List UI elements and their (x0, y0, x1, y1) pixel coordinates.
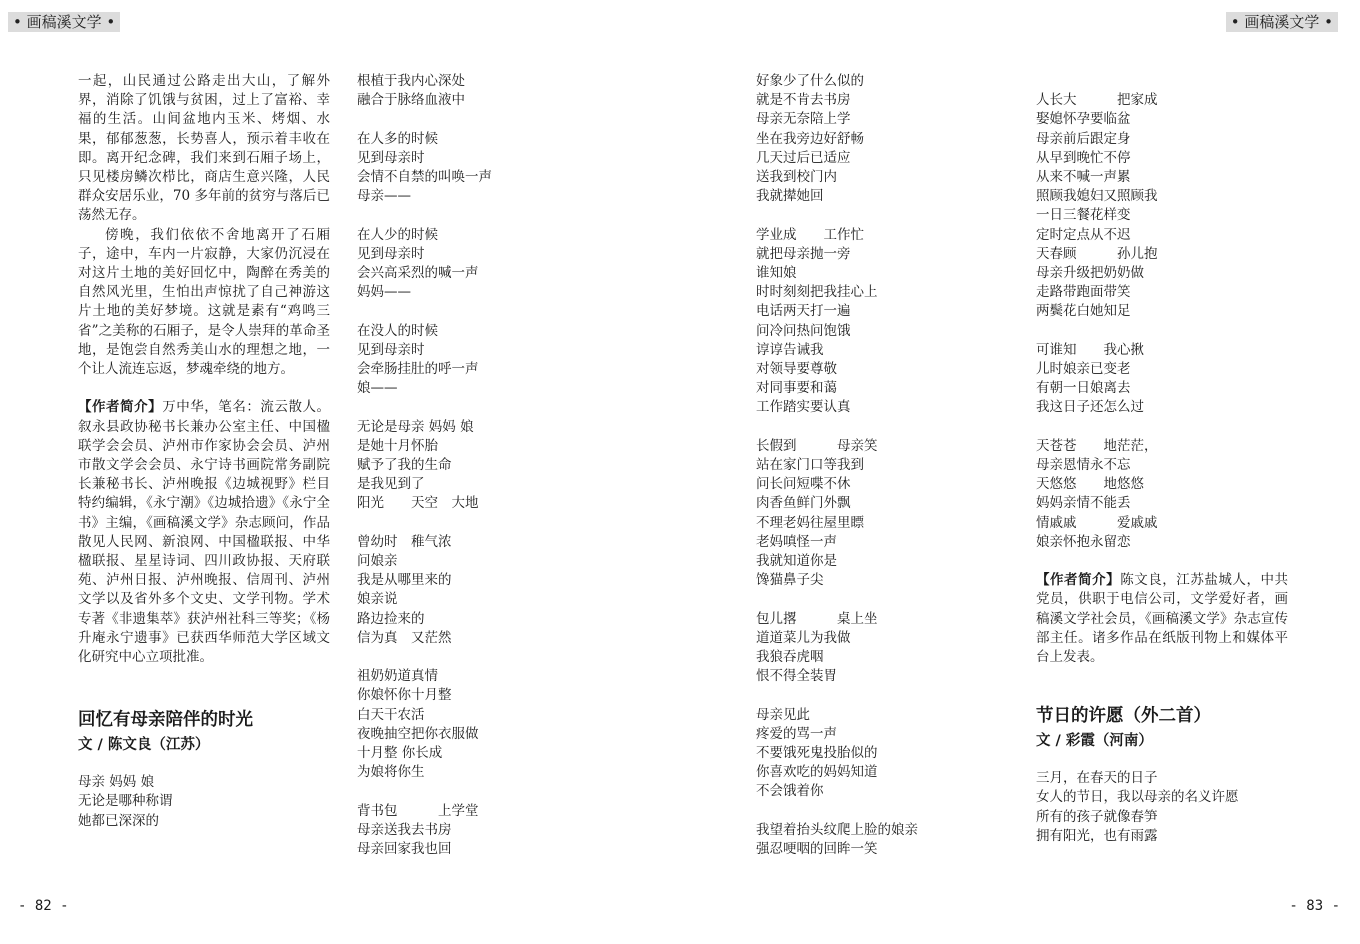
poem-line: 融合于脉络血液中 (357, 92, 465, 109)
magazine-header-left: • 画稿溪文学 • (8, 12, 120, 32)
column-4 (1036, 72, 1288, 846)
poem-line: 母亲恩情永不忘 (1036, 457, 1131, 474)
poem-line: 见到母亲时 (357, 245, 425, 262)
poem-line: 可谁知 我心揪 (1036, 341, 1144, 358)
stanza-break (357, 302, 637, 321)
poem-line: 就是不肯去书房 (756, 92, 851, 109)
poem-title: 节日的许愿（外二首） (1036, 706, 1211, 727)
poem-line: 谁知娘 (756, 265, 797, 282)
poem-line: 在人少的时候 (357, 226, 438, 243)
poem-title: 回忆有母亲陪伴的时光 (78, 710, 253, 731)
poem-line: 我是从哪里来的 (357, 572, 452, 589)
poem-line: 见到母亲时 (357, 341, 425, 358)
page-number-right: - 83 - (1289, 898, 1340, 914)
poem-line: 背书包 上学堂 (357, 802, 479, 819)
poem-line: 为娘将你生 (357, 764, 425, 781)
poem-line: 我就撵她回 (756, 188, 824, 205)
poem-line: 女人的节日，我以母亲的名义许愿 (1036, 789, 1239, 806)
poem-line: 是我见到了 (357, 476, 425, 493)
poem-line: 道道菜儿为我做 (756, 629, 851, 646)
poem-line: 从来不喊一声累 (1036, 169, 1131, 185)
poem-line: 人长大 把家成 (1036, 92, 1158, 109)
poem-line: 定时定点从不迟 (1036, 226, 1131, 243)
poem-line: 我这日子还怎么过 (1036, 399, 1144, 416)
stanza-break (756, 418, 1016, 437)
poem-line: 两鬓花白她知足 (1036, 303, 1131, 320)
poem-line: 会牵肠挂肚的呼一声 (357, 361, 479, 377)
poem-byline: 文 / 彩霞（河南） (1036, 733, 1153, 750)
poem-lines (1036, 769, 1288, 846)
poem-line: 你喜欢吃的妈妈知道 (756, 764, 878, 781)
poem-line: 长假到 母亲笑 (756, 437, 878, 454)
poem-line: 好象少了什么似的 (756, 73, 864, 89)
author-bio (78, 398, 330, 667)
column-1 (78, 72, 330, 831)
poem-line: 她都已深深的 (78, 812, 159, 829)
poem-line: 照顾我媳妇又照顾我 (1036, 188, 1158, 205)
poem-line: 见到母亲时 (357, 149, 425, 166)
poem-line: 是她十月怀胎 (357, 437, 438, 454)
poem-line: 走路带跑面带笑 (1036, 284, 1131, 301)
poem-line: 阳光 天空 大地 (357, 495, 479, 512)
poem-line: 无论是哪种称谓 (78, 793, 173, 810)
poem-line: 路边捡来的 (357, 610, 425, 627)
poem-line: 所有的孩子就像春笋 (1036, 808, 1158, 825)
poem-line: 恨不得全装胃 (756, 668, 837, 685)
poem-line: 母亲回家我也回 (357, 841, 452, 858)
poem-line: 不要饿死鬼投胎似的 (756, 745, 878, 762)
stanza-break (1036, 418, 1288, 437)
poem-line: 我望着抬头纹爬上脸的娘亲 (756, 821, 918, 838)
poem-line: 我就知道你是 (756, 553, 837, 570)
column-2 (357, 72, 637, 859)
poem-line: 不会饿着你 (756, 783, 824, 800)
poem-line: 学业成 工作忙 (756, 226, 864, 243)
poem-line: 无论是母亲 妈妈 娘 (357, 418, 474, 435)
poem-line: 祖奶奶道真情 (357, 668, 438, 685)
poem-line: 强忍哽咽的回眸一笑 (756, 841, 878, 858)
poem-line: 坐在我旁边好舒畅 (756, 130, 864, 147)
poem-line: 情戚戚 爱戚戚 (1036, 514, 1158, 531)
poem-line: 对领导要尊敬 (756, 361, 837, 378)
poem-line: 在人多的时候 (357, 130, 438, 147)
stanza-break (756, 590, 1016, 609)
poem-line: 夜晚抽空把你衣服做 (357, 725, 479, 742)
stanza-break (357, 514, 637, 533)
poem-line: 问长问短喋不休 (756, 476, 851, 493)
poem-line: 拥有阳光，也有雨露 (1036, 827, 1158, 844)
stanza-break (357, 398, 637, 417)
stanza-break (1036, 322, 1288, 341)
poem-line: 母亲前后跟定身 (1036, 130, 1131, 147)
poem-line: 肉香鱼鲜门外飘 (756, 495, 851, 512)
poem-line: 娘亲说 (357, 591, 398, 608)
poem-line: 会兴高采烈的喊一声 (357, 265, 479, 281)
poem-line: 母亲—— (357, 188, 411, 205)
author-bio-text: 万中华，笔名：流云散人。叙永县政协秘书长兼办公室主任、中国楹联学会会员、泸州市作家协会会员、泸州市散文学会会员、永宁诗书画院常务副院长兼秘书长、泸州晚报《边城视野》栏目特约编辑，《永宁潮》《边城拾遗》《永宁全书》主编，《画稿溪文学》杂志顾问，作品散见人民网、新浪网、中国楹联报、中华楹联报、星星诗词、四川政协报、天府联苑、泸州日报、泸州晚报、信周刊、泸州文学以及省外多个文史、文学刊物。学术专著《非遗集萃》获泸州社科三等奖；《杨升庵永宁遗事》已获西华师范大学区域文化研究中心立项批准。 (78, 399, 331, 666)
poem-line: 有朝一日娘离去 (1036, 380, 1131, 397)
poem-line: 我狼吞虎咽 (756, 649, 824, 666)
author-bio-tag: 【作者简介】 (78, 399, 163, 416)
stanza-break (756, 206, 1016, 225)
poem-line: 几天过后已适应 (756, 149, 851, 166)
stanza-break (357, 206, 637, 225)
poem-line: 母亲无奈陪上学 (756, 111, 851, 128)
page-number-left: - 82 - (18, 898, 69, 914)
poem-line: 母亲送我去书房 (357, 821, 452, 838)
poem-line: 娘亲怀抱永留恋 (1036, 533, 1131, 550)
poem-line: 天苍苍 地茫茫， (1036, 437, 1158, 454)
author-bio-text: 陈文良，江苏盐城人，中共党员，供职于电信公司，文学爱好者，画稿溪文学社会员，《画稿溪文学》杂志宣传部主任。诸多作品在纸版刊物上和媒体平台上发表。 (1036, 572, 1289, 666)
poem-line: 母亲 妈妈 娘 (78, 774, 155, 791)
poem-line: 妈妈亲情不能丢 (1036, 495, 1131, 512)
poem-line: 母亲见此 (756, 706, 810, 723)
poem-line: 问娘亲 (357, 553, 398, 569)
poem-line: 问冷问热问饱饿 (756, 322, 851, 339)
magazine-header-right: • 画稿溪文学 • (1226, 12, 1338, 32)
stanza-break (357, 110, 637, 129)
poem-line: 儿时娘亲已变老 (1036, 361, 1131, 378)
poem-line: 娘—— (357, 380, 398, 397)
poem-line: 根植于我内心深处 (357, 73, 465, 89)
poem-line: 对同事要和蔼 (756, 380, 837, 397)
poem-line: 站在家门口等我到 (756, 457, 864, 474)
poem-lines (78, 773, 330, 831)
author-bio (1036, 571, 1288, 667)
essay-paragraph: 傍晚，我们依依不舍地离开了石厢子，途中，车内一片寂静，大家仍沉浸在对这片土地的美好回忆中，陶醉在秀美的自然风光里，生怕出声惊扰了自己神游这片土地的美好梦境。这就是素有“鸡鸣三省”之美称的石厢子，是令人崇拜的革命圣地，是饱尝自然秀美山水的理想之地，一个让人流连忘返，梦魂牵绕的地方。 (78, 226, 330, 378)
stanza-break (1036, 72, 1288, 91)
poem-line: 从早到晚忙不停 (1036, 149, 1131, 166)
poem-line: 赋予了我的生命 (357, 457, 452, 473)
poem-byline: 文 / 陈文良（江苏） (78, 737, 210, 754)
poem-line: 会情不自禁的叫唤一声 (357, 169, 492, 185)
poem-line: 白天干农活 (357, 706, 425, 723)
stanza-break (756, 686, 1016, 705)
author-bio-tag: 【作者简介】 (1036, 572, 1121, 589)
poem-line: 一日三餐花样变 (1036, 207, 1131, 224)
poem-line: 在没人的时候 (357, 322, 438, 339)
poem-line: 妈妈—— (357, 284, 411, 301)
poem-line: 天悠悠 地悠悠 (1036, 476, 1144, 493)
poem-line: 曾幼时 稚气浓 (357, 533, 452, 550)
poem-line: 天春顾 孙儿抱 (1036, 245, 1158, 262)
poem-line: 送我到校门内 (756, 169, 837, 186)
poem-line: 不理老妈往屋里瞟 (756, 514, 864, 531)
stanza-break (357, 782, 637, 801)
poem-line: 时时刻刻把我挂心上 (756, 284, 878, 301)
poem-line: 包儿撂 桌上坐 (756, 610, 878, 627)
poem-line: 电话两天打一遍 (756, 303, 851, 320)
poem-line: 馋猫鼻子尖 (756, 572, 824, 589)
poem-line: 母亲升级把奶奶做 (1036, 265, 1144, 282)
column-3 (756, 72, 1016, 859)
poem-line: 疼爱的骂一声 (756, 725, 837, 742)
poem-lines (1036, 72, 1288, 552)
poem-line: 娶媳怀孕要临盆 (1036, 111, 1131, 128)
poem-line: 老妈嗔怪一声 (756, 533, 837, 550)
stanza-break (756, 802, 1016, 821)
poem-line: 你娘怀你十月整 (357, 687, 452, 704)
poem-line: 信为真 又茫然 (357, 629, 452, 646)
poem-line: 十月整 你长成 (357, 745, 443, 762)
poem-line: 谆谆告诫我 (756, 341, 824, 358)
poem-line: 就把母亲抛一旁 (756, 245, 851, 262)
poem-line: 三月，在春天的日子 (1036, 770, 1158, 787)
essay-paragraph: 一起，山民通过公路走出大山，了解外界，消除了饥饿与贫困，过上了富裕、幸福的生活。山间盆地内玉米、烤烟、水果，郁郁葱葱，长势喜人，预示着丰收在即。离开纪念碑，我们来到石厢子场上，只见楼房鳞次栉比，商店生意兴隆，人民群众安居乐业，70 多年前的贫穷与落后已荡然无存。 (78, 73, 330, 224)
stanza-break (357, 648, 637, 667)
poem-line: 工作踏实要认真 (756, 399, 851, 416)
